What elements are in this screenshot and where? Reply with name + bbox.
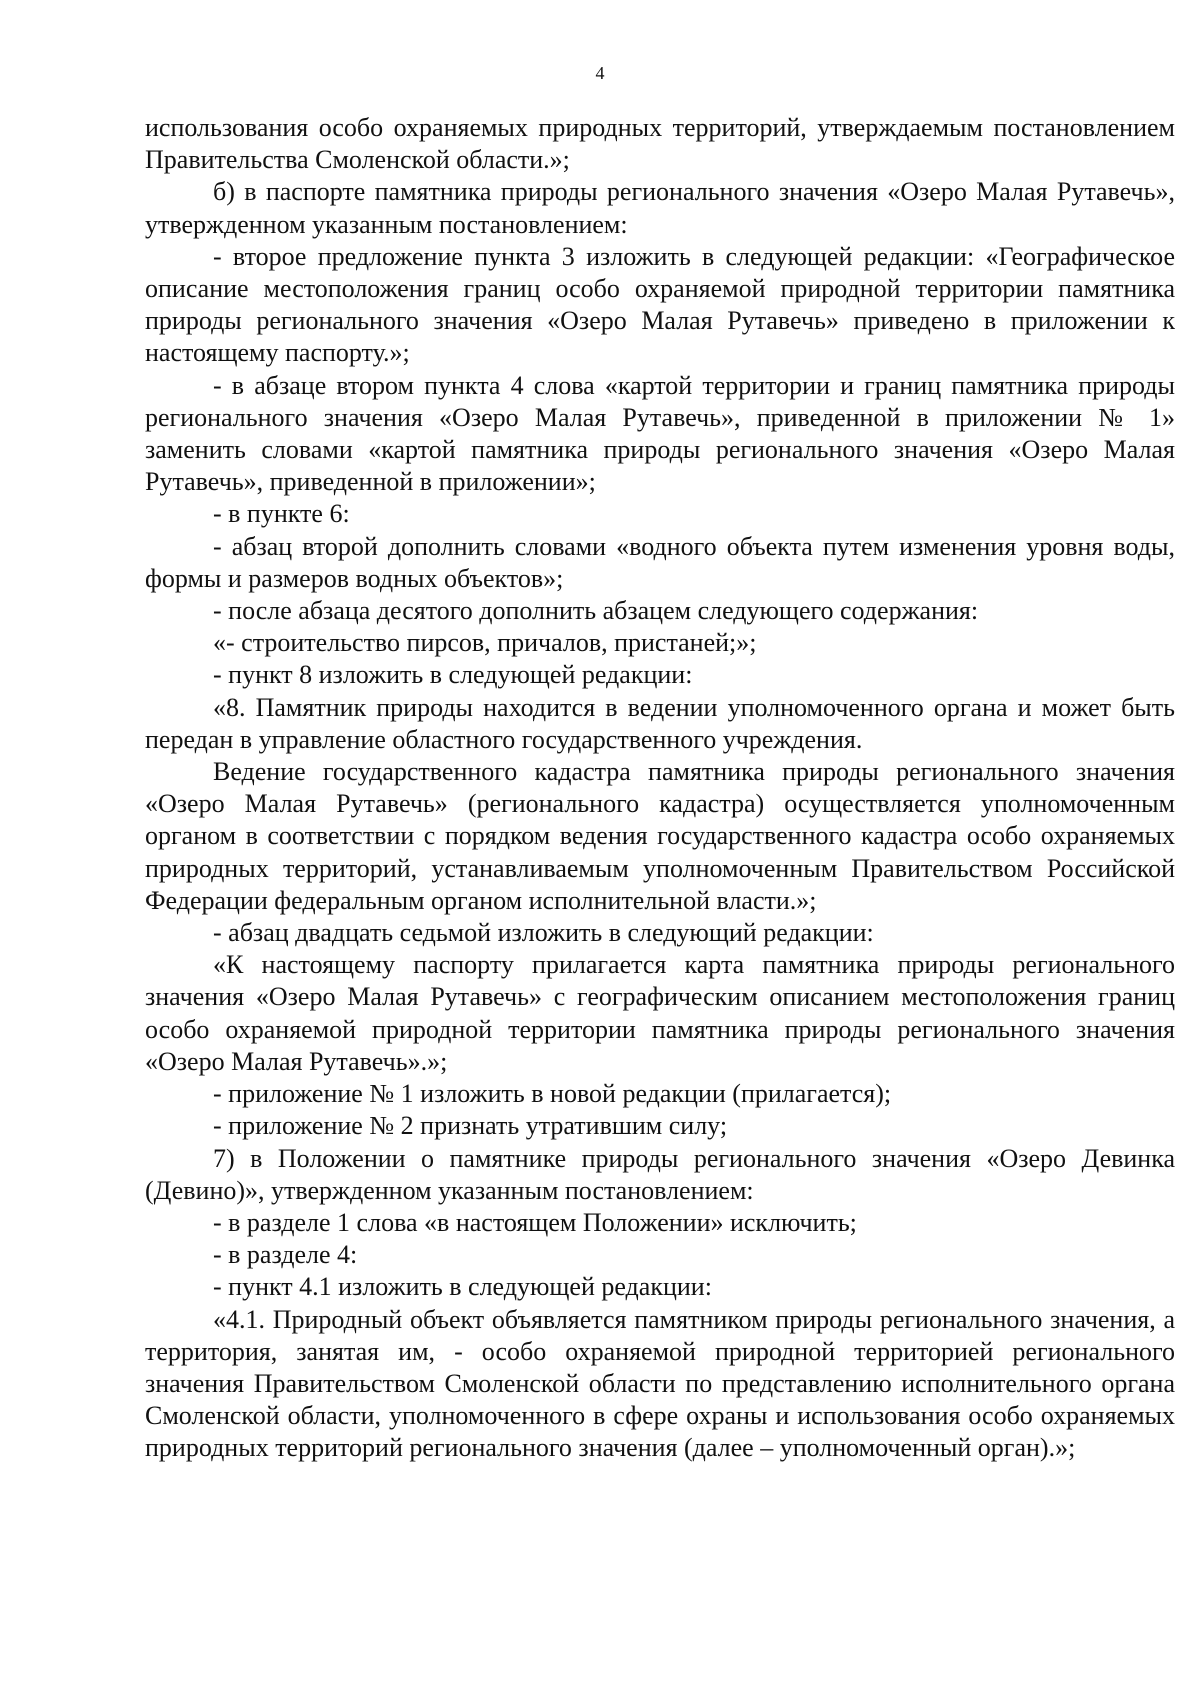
paragraph: «- строительство пирсов, причалов, пристаней;»; [213, 628, 757, 658]
paragraph: «8. Памятник природы находится в ведении уполномоченного органа и может быть передан в управление областного государственного учреждения. [145, 692, 1175, 754]
paragraph: - приложение № 2 признать утратившим силу; [213, 1111, 728, 1141]
document-body [145, 112, 1175, 1465]
paragraph: - пункт 8 изложить в следующей редакции: [213, 660, 693, 690]
paragraph: «4.1. Природный объект объявляется памятником природы регионального значения, а территория, занятая им, - особо охраняемой природной территорией регионального значения Правительством Смоленской области по представлению исполнительного органа Смоленской области, уполномоченного в сфере охраны и использования особо охраняемых природных территорий регионального значения (далее – уполномоченный орган).»; [145, 1304, 1175, 1463]
paragraph: Ведение государственного кадастра памятника природы регионального значения «Озеро Малая Рутавечь» (регионального кадастра) осуществляется уполномоченным органом в соответствии с порядком ведения государственного кадастра особо охраняемых природных территорий, устанавливаемым уполномоченным Правительством Российской Федерации федеральным органом исполнительной власти.»; [145, 757, 1175, 915]
paragraph: - в разделе 1 слова «в настоящем Положении» исключить; [213, 1207, 857, 1237]
paragraph: - приложение № 1 изложить в новой редакции (прилагается); [213, 1079, 892, 1109]
paragraph: - абзац второй дополнить словами «водного объекта путем изменения уровня воды, формы и размеров водных объектов»; [145, 531, 1175, 593]
paragraph: - пункт 4.1 изложить в следующей редакции: [213, 1272, 712, 1302]
paragraph: - в пункте 6: [213, 499, 350, 529]
paragraph: - в разделе 4: [213, 1240, 358, 1270]
paragraph: - второе предложение пункта 3 изложить в следующей редакции: «Географическое описание местоположения границ особо охраняемой природной территории памятника природы регионального значения «Озеро Малая Рутавечь» приведено в приложении к настоящему паспорту.»; [145, 241, 1175, 368]
paragraph: - после абзаца десятого дополнить абзацем следующего содержания: [213, 596, 979, 626]
paragraph: - в абзаце втором пункта 4 слова «картой территории и границ памятника природы регионального значения «Озеро Малая Рутавечь», приведенной в приложении № 1» заменить словами «картой памятника природы регионального значения «Озеро Малая Рутавечь», приведенной в приложении»; [145, 370, 1175, 497]
paragraph: 7) в Положении о памятнике природы регионального значения «Озеро Девинка (Девино)», утвержденном указанным постановлением: [145, 1143, 1175, 1205]
paragraph: б) в паспорте памятника природы регионального значения «Озеро Малая Рутавечь», утвержденном указанным постановлением: [145, 177, 1175, 239]
page-number: 4 [595, 63, 605, 83]
paragraph: использования особо охраняемых природных территорий, утверждаемым постановлением Правительства Смоленской области.»; [145, 113, 1175, 175]
paragraph: «К настоящему паспорту прилагается карта памятника природы регионального значения «Озеро Малая Рутавечь» с географическим описанием местоположения границ особо охраняемой природной территории памятника природы регионального значения «Озеро Малая Рутавечь».»; [145, 950, 1175, 1076]
paragraph: - абзац двадцать седьмой изложить в следующий редакции: [213, 918, 874, 948]
